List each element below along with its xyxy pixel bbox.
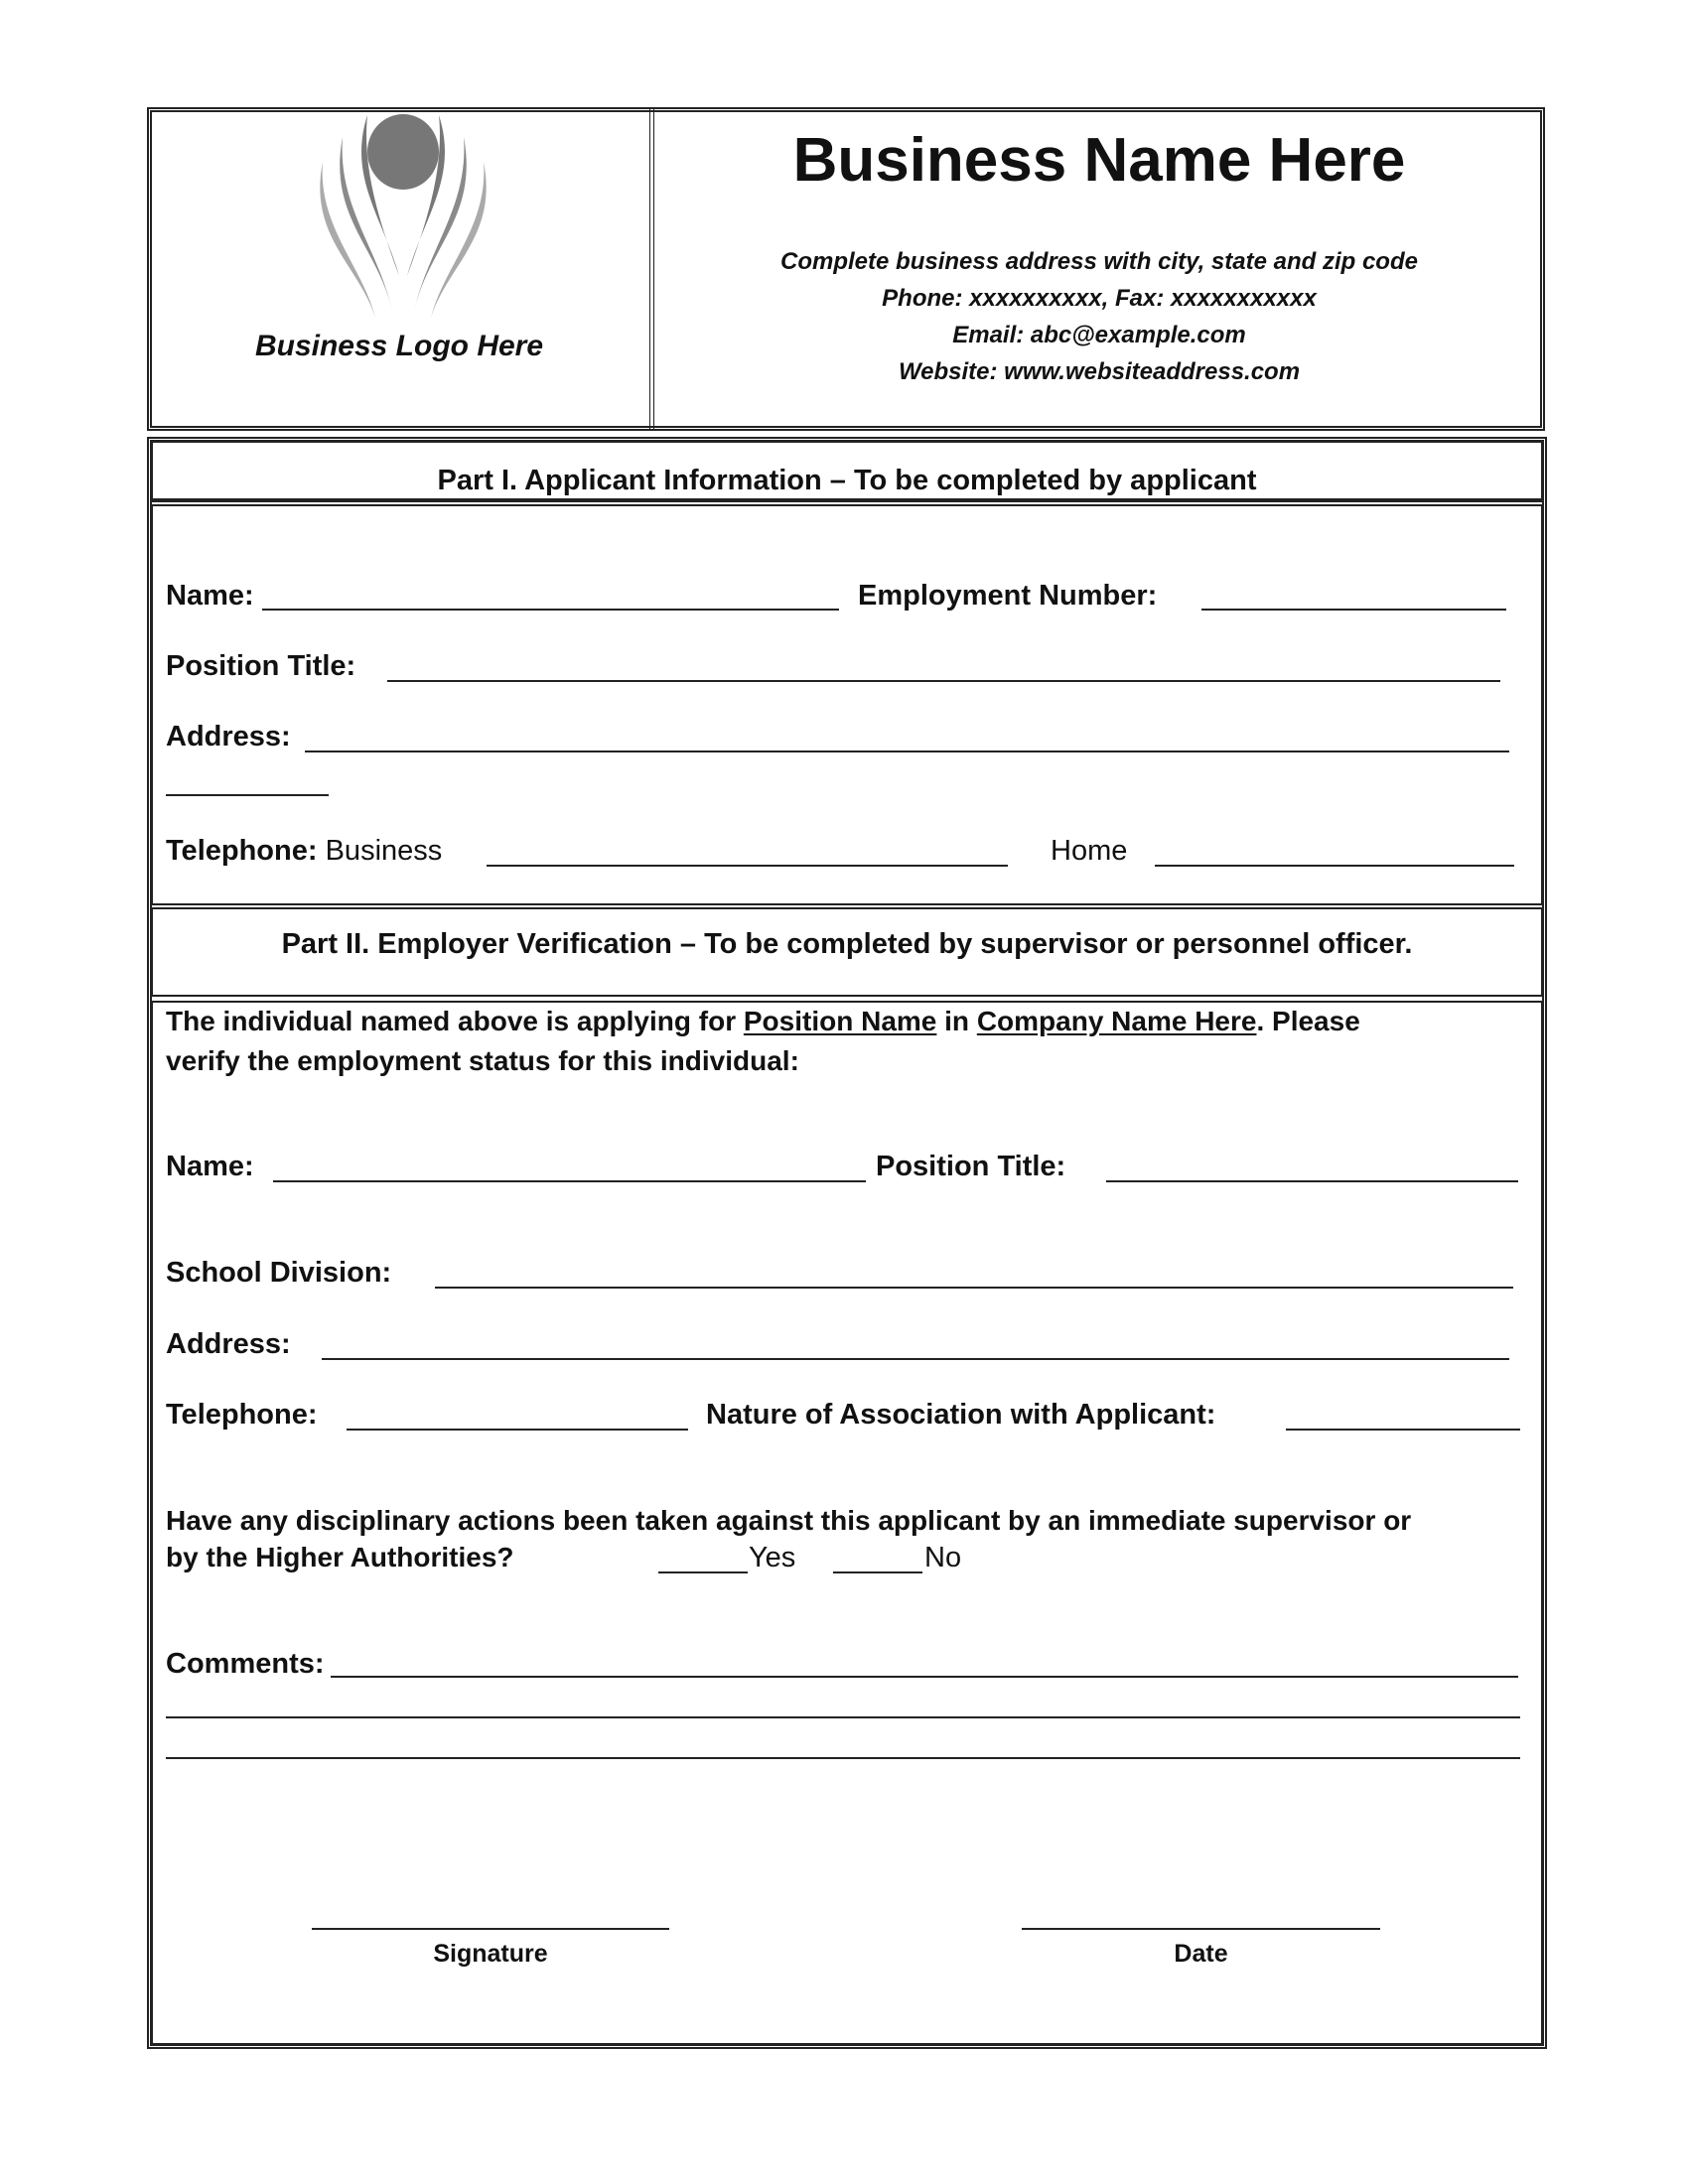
intro-in: in: [936, 1006, 977, 1036]
p1-home-phone-field[interactable]: [1155, 865, 1514, 867]
signature-label: Signature: [433, 1940, 548, 1968]
business-logo-icon: [268, 107, 536, 321]
header-divider: [649, 109, 654, 429]
telephone-label: Telephone:: [166, 835, 318, 867]
p2-association-label: Nature of Association with Applicant:: [706, 1399, 1216, 1431]
p2-position-title-label: Position Title:: [876, 1151, 1066, 1182]
p1-name-label: Name:: [166, 580, 254, 612]
business-phone-label: Business: [325, 835, 443, 867]
p1-name-field[interactable]: [262, 609, 839, 611]
signature-field[interactable]: [312, 1928, 669, 1930]
p1-home-label: Home: [1051, 835, 1128, 867]
p2-telephone-field[interactable]: [347, 1429, 688, 1431]
p1-position-title-field[interactable]: [387, 680, 1500, 682]
business-website: Website: www.websiteaddress.com: [898, 358, 1301, 385]
p2-comments-label: Comments:: [166, 1648, 325, 1680]
business-email: Email: abc@example.com: [952, 322, 1246, 348]
p2-intro-line2: verify the employment status for this individual:: [166, 1045, 799, 1076]
business-name: Business Name Here: [792, 126, 1406, 195]
date-field[interactable]: [1022, 1928, 1380, 1930]
p2-school-division-field[interactable]: [435, 1287, 1513, 1289]
p1-address-field-line2[interactable]: [166, 794, 329, 796]
comments-field-line3[interactable]: [166, 1757, 1520, 1759]
p2-name-label: Name:: [166, 1151, 254, 1182]
no-label: No: [924, 1542, 962, 1573]
p2-association-field[interactable]: [1286, 1429, 1520, 1431]
intro-text-2: . Please: [1256, 1006, 1360, 1036]
logo-label: Business Logo Here: [254, 330, 544, 362]
p2-address-field[interactable]: [322, 1358, 1509, 1360]
p2-telephone-label: Telephone:: [166, 1399, 318, 1431]
p1-employment-number-label: Employment Number:: [858, 580, 1158, 612]
intro-text-1: The individual named above is applying for: [166, 1006, 744, 1036]
part2-title: Part II. Employer Verification – To be completed by supervisor or personnel officer.: [281, 928, 1413, 960]
business-phone-fax: Phone: xxxxxxxxxx, Fax: xxxxxxxxxxx: [882, 285, 1317, 312]
comments-field[interactable]: [331, 1676, 1518, 1678]
no-field[interactable]: [833, 1571, 922, 1573]
part1-title: Part I. Applicant Information – To be completed by applicant: [437, 465, 1257, 496]
p1-business-phone-field[interactable]: [487, 865, 1008, 867]
company-name: Company Name Here: [976, 1006, 1257, 1036]
p2-question-line1: Have any disciplinary actions been taken against this applicant by an immediate supervisor or: [166, 1505, 1412, 1536]
p1-position-title-label: Position Title:: [166, 650, 356, 682]
p2-name-field[interactable]: [273, 1180, 866, 1182]
date-label: Date: [1174, 1940, 1228, 1968]
yes-label: Yes: [749, 1542, 796, 1573]
comments-field-line2[interactable]: [166, 1716, 1520, 1718]
p2-intro-line1: [166, 1008, 1360, 1035]
p2-address-label: Address:: [166, 1328, 291, 1360]
p2-question-line2: by the Higher Authorities?: [166, 1542, 514, 1572]
p1-address-label: Address:: [166, 721, 291, 752]
business-address: Complete business address with city, state and zip code: [780, 248, 1418, 275]
position-name: Position Name: [743, 1006, 937, 1036]
p2-position-title-field[interactable]: [1106, 1180, 1518, 1182]
p1-address-field[interactable]: [305, 751, 1509, 752]
p1-employment-number-field[interactable]: [1201, 609, 1506, 611]
p1-telephone-label: [166, 837, 442, 866]
p2-school-division-label: School Division:: [166, 1257, 392, 1289]
yes-field[interactable]: [658, 1571, 748, 1573]
